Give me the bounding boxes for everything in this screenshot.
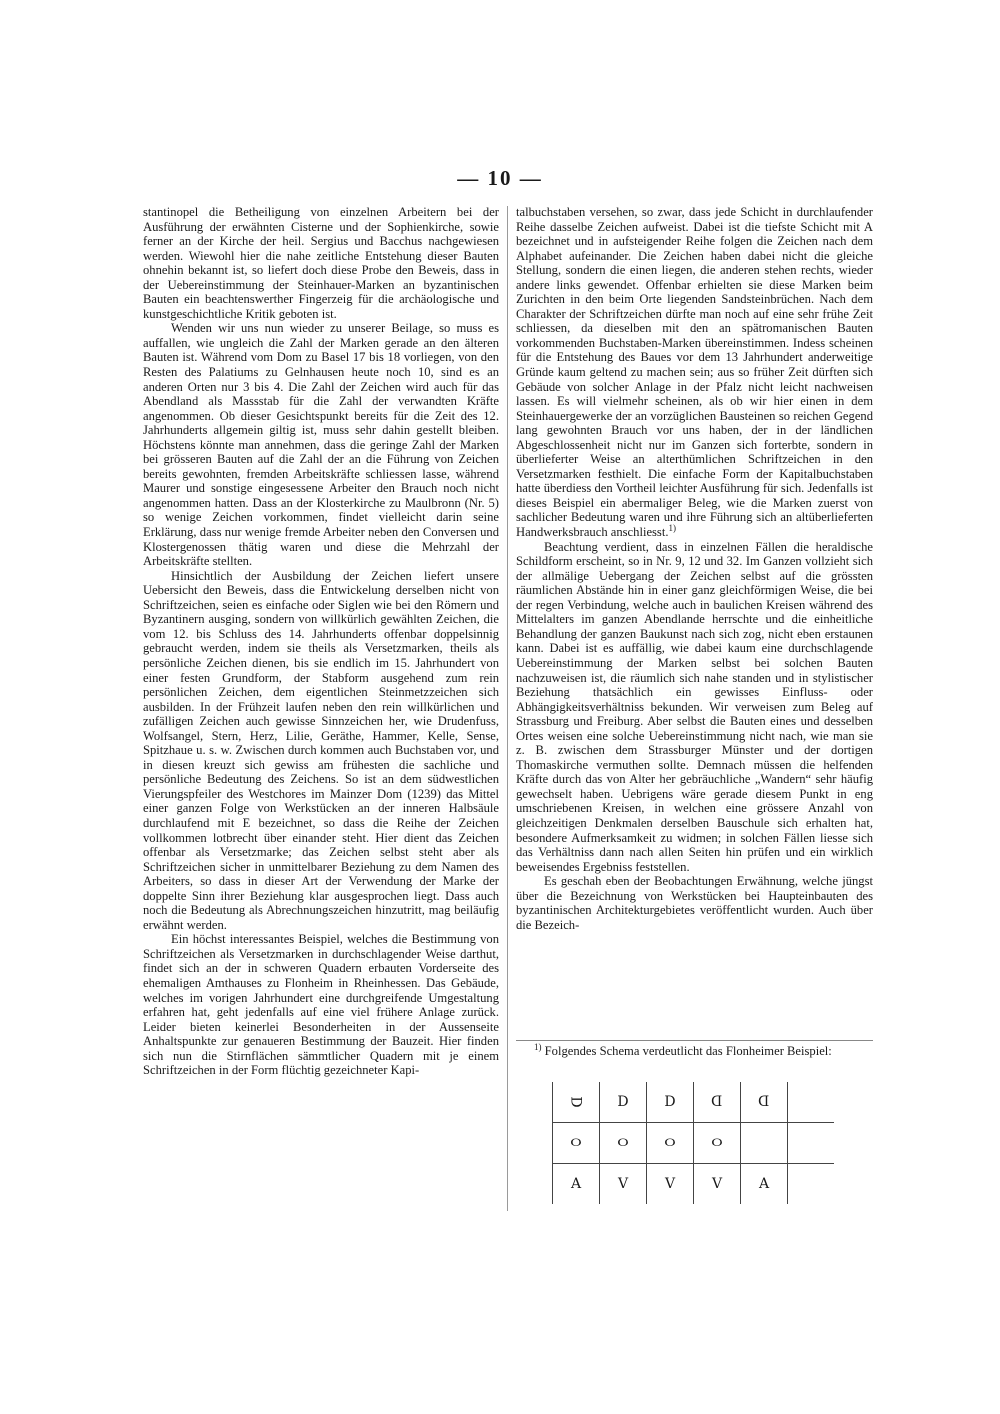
scheme-mark: D: [664, 1094, 676, 1110]
paragraph: [516, 205, 873, 540]
scheme-row: [553, 1082, 835, 1123]
scheme-mark: A: [758, 1176, 770, 1192]
paragraph: stantinopel die Betheiligung von einzelnen Arbeitern bei der Ausführung der erwähnten Cisterne und der Sophienkirche, sowie ferner an der Kirche der heil. Sergius und Bacchus nachgewiesen werden. Wiewohl hier die nahe zeitliche Entstehung dieser Bauten ohnehin bekannt ist, so liefert doch diese Probe den Beweis, dass in der Uebereinstimmung der Steinhauer-Marken an byzantinischen Bauten ein beachtenswerther Fingerzeig für die archäologische und kunstgeschichtliche Kritik geboten ist.: [143, 205, 499, 321]
scheme-cell: [788, 1082, 835, 1123]
footnote-paragraph: [516, 1041, 873, 1059]
scheme-mark: O: [570, 1137, 582, 1149]
scheme-cell: [647, 1164, 694, 1205]
scheme-cell: [694, 1164, 741, 1205]
scheme-mark: D: [617, 1094, 629, 1110]
paragraph: Beachtung verdient, dass in einzelnen Fällen die heraldische Schildform erscheint, so in Nr. 9, 12 und 32. Im Ganzen vollzieht sich der allmälige Uebergang der Zeichen selbst auf die grössten räumlichen Abstände hin in einer ganz gleichförmigen Weise, die bei der regen Verbindung, welche auch in baulichen Kreisen während des Mittelalters im ganzen Abendlande herrschte und die einheitliche Behandlung der ganzen Baukunst nach sich zog, nicht eben erstaunen kann. Dabei ist es auffällig, wie dabei kaum eine durchschlagende Uebereinstimmung der Marken selbst bei solchen Bauten nachzuweisen ist, die räumlich sich nahe standen und in stylistischer Beziehung thatsächlich ein gewisses Einfluss- oder Abhängigkeitsverhältniss bekunden. Wir verweisen zum Beleg auf Strassburg und Freiburg. Aber selbst die Bauten eines und desselben Ortes weisen eine solche Uebereinstimmung nicht nach, wie man sie z. B. zwischen dem Strassburger Münster und der dortigen Thomaskirche vermuthen sollte. Demnach müssen die helfenden Kräfte durch das von Alter her gebräuchliche „Wandern“ sehr häufig gewechselt haben. Uebrigens wäre gerade diesem Punkt in eng umschriebenen Kreisen, in welchen eine grössere Anzahl von gleichzeitigen Denkmalen derselben Bauschule sich erhalten hat, besondere Aufmerksamkeit zu widmen; in solchen Fällen liesse sich das Verhältniss dann nach allen Seiten hin prüfen und ein wirklich beweisendes Ergebniss feststellen.: [516, 539, 873, 874]
paragraph: Ein höchst interessantes Beispiel, welches die Bestimmung von Schriftzeichen als Versetzmarken in durchschlagender Weise darthut, findet sich an der in schweren Quadern erbauten Vorderseite des ehemaligen Amthauses zu Flonheim in Rheinhessen. Das Gebäude, welches im vorigen Jahrhundert eine durchgreifende Umgestaltung erfahren hat, geht jedenfalls auf eine viel frühere Anlage zurück. Leider bieten keinerlei Besonderheiten in der Aussenseite Anhaltspunkte zur genaueren Bestimmung der Bauzeit. Hier finden sich nun die Stirnflächen sämmtlicher Quadern mit je einem Schriftzeichen in der Form flüchtig gezeichneter Kapi-: [143, 932, 499, 1078]
scheme-mark: A: [570, 1176, 582, 1192]
scheme-cell: [741, 1082, 788, 1123]
footnote-text: Folgendes Schema verdeutlicht das Flonheimer Beispiel:: [544, 1044, 832, 1058]
scheme-cell: [553, 1123, 600, 1164]
footnote: [516, 1041, 873, 1059]
scheme-cell: [553, 1082, 600, 1123]
flonheim-scheme-table: [552, 1082, 834, 1204]
scheme-mark: V: [664, 1176, 676, 1192]
scheme-mark: O: [664, 1137, 676, 1149]
scheme-cell: [788, 1123, 835, 1164]
left-column: [143, 205, 499, 1078]
scheme-mark: D: [567, 1096, 584, 1108]
column-divider: [507, 206, 508, 1211]
footnote-reference: 1): [668, 522, 676, 533]
scheme-row: [553, 1164, 835, 1205]
footnote-divider: [516, 1040, 873, 1041]
scheme-cell: [788, 1164, 835, 1205]
scheme-mark: O: [711, 1137, 723, 1149]
scheme-cell: [741, 1123, 788, 1164]
scheme-cell: [741, 1164, 788, 1205]
page-number: — 10 —: [457, 166, 543, 190]
scheme-cell: [694, 1082, 741, 1123]
right-column: [516, 205, 873, 932]
scheme-cell: [553, 1164, 600, 1205]
scheme-mark: V: [617, 1176, 629, 1192]
paragraph: Wenden wir uns nun wieder zu unserer Beilage, so muss es auffallen, wie ungleich die Zahl der Marken gerade an den älteren Bauten ist. Während vom Dom zu Basel 17 bis 18 vorliegen, von den Resten des Palatiums zu Gelnhausen heute noch 10, sind es an anderen Orten nur 3 bis 4. Die Zahl der Zeichen wird auch für das Abendland als Massstab für die Zahl der verwandten Kräfte angenommen. Ob dieser Gesichtspunkt bereits für die Zeit des 12. Jahrhunderts allgemein giltig ist, muss sehr dahin gestellt bleiben. Höchstens könnte man annehmen, dass die geringe Zahl der Marken bei grösseren Bauten auf die Zahl der an die Führung von Zeichen bereits gewohnten, fremden Arbeitskräfte schliessen lasse, während Maurer und sonstige eingesessene Arbeiter den Brauch noch nicht angenommen hatten. Dass an der Klosterkirche zu Maulbronn (Nr. 5) so wenige Zeichen vorkommen, findet vielleicht darin seine Erklärung, dass nur wenige fremde Arbeiter neben den Conversen und Klostergenossen thätig waren und diese die Mehrzahl der Arbeitskräfte stellten.: [143, 321, 499, 569]
footnote-mark: 1): [534, 1041, 542, 1052]
scheme-cell: [694, 1123, 741, 1164]
scheme-mark: O: [617, 1137, 629, 1149]
scheme-mark: D: [758, 1094, 770, 1110]
scheme-cell: [600, 1082, 647, 1123]
scheme-cell: [647, 1082, 694, 1123]
scheme-mark: D: [711, 1094, 723, 1110]
scheme-mark: V: [711, 1176, 723, 1192]
scheme-cell: [600, 1164, 647, 1205]
paragraph: Hinsichtlich der Ausbildung der Zeichen liefert unsere Uebersicht den Beweis, dass die Entwickelung derselben nicht von Schriftzeichen, seien es einfache oder Siglen wie bei den Römern und Byzantinern ausging, sondern von willkürlich gewählten Zeichen, die vom 12. bis Schluss des 14. Jahrhunderts offenbar doppelsinnig gebraucht werden, indem sie theils als Versetzmarken, theils als persönliche Zeichen dienen, bis sie endlich im 15. Jahrhundert von einer festen Grundform, der Stabform ausgehend zum rein persönlichen Zeichen, dem eigentlichen Steinmetzzeichen sich ausbilden. In der Frühzeit laufen neben den rein willkürlichen und zufälligen Zeichen auch gewisse Sinnzeichen her, wie Drudenfuss, Wolfsangel, Stern, Herz, Lilie, Geräthe, Hammer, Kelle, Sense, Spitzhaue u. s. w. Zwischen durch kommen auch Buchstaben vor, und in diesen kreuzt sich gewiss am frühesten die sachliche und persönliche Bedeutung des Zeichens. So ist an dem südwestlichen Vierungspfeiler des Westchores im Mainzer Dom (1239) das Mittel einer ganzen Folge von Werkstücken an der inneren Halbsäule durchlaufend mit E bezeichnet, so dass die Reihe der Zeichen vollkommen lotbrecht über einander steht. Hier dient das Zeichen offenbar als Versetzmarke; das Zeichen selbst steht aber als Schriftzeichen sicher in unmittelbarer Beziehung zu dem Namen des Arbeiters, so dass in dieser Art der Verwendung der Marke der doppelte Sinn ihrer Beziehung klar ausgesprochen liegt. Dass auch noch die Bedeutung als Abrechnungszeichen hinzutritt, mag beiläufig erwähnt werden.: [143, 568, 499, 932]
scheme-row: [553, 1123, 835, 1164]
scheme-cell: [647, 1123, 694, 1164]
paragraph: Es geschah eben der Beobachtungen Erwähnung, welche jüngst über die Bezeichnung von Werkstücken bei Haupteinbauten des byzantinischen Architekturgebietes veröffentlicht wurden. Auch über die Bezeich-: [516, 874, 873, 932]
paragraph-text: talbuchstaben versehen, so zwar, dass jede Schicht in durchlaufender Reihe dasselbe Zeichen aufweist. Dabei ist die tiefste Schicht mit A bezeichnet und in aufsteigender Reihe folgen die Zeichen nach dem Alphabet aufeinander. Die Zeichen haben dabei nicht die gleiche Stellung, sondern die einen liegen, die anderen stehen rechts, wieder andere links gewendet. Offenbar erhielten sie diese Marken beim Zurichten in den beim Orte liegenden Sandsteinbrüchen. Nach dem Charakter der Schriftzeichen dürfte man noch auf eine sehr frühe Zeit schliessen, da dieselben mit den an spätromanischen Bauten vorkommenden Buchstaben-Marken übereinstimmen. Indess scheinen für die Entstehung des Baues vor dem 13 Jahrhundert anderweitige Gründe kaum geltend zu machen sein; aus so früher Zeit dürften sich Gebäude von solcher Anlage in der Pfalz nicht leicht nachweisen lassen. Es will vielmehr scheinen, als ob wir hier einen in dem Steinhauergewerke der an vorzüglichen Bausteinen so reichen Gegend lang gewohnten Brauch vor uns haben, der in der ländlichen Abgeschlossenheit nicht nur im Ganzen sich forterbte, sondern in überlieferter Weise an alterthümlichen Schriftzeichen in den Versetzmarken festhielt. Die einfache Form der Kapitalbuchstaben hatte überdiess den Vortheil leichter Ausführung für sich. Jedenfalls ist dieses Beispiel ein abermaliger Beleg, wie die Marken zuerst von sachlicher Bedeutung waren und ihre Führung sich an altüberlieferten Handwerksbrauch anschliesst.: [516, 205, 873, 540]
scheme-cell: [600, 1123, 647, 1164]
